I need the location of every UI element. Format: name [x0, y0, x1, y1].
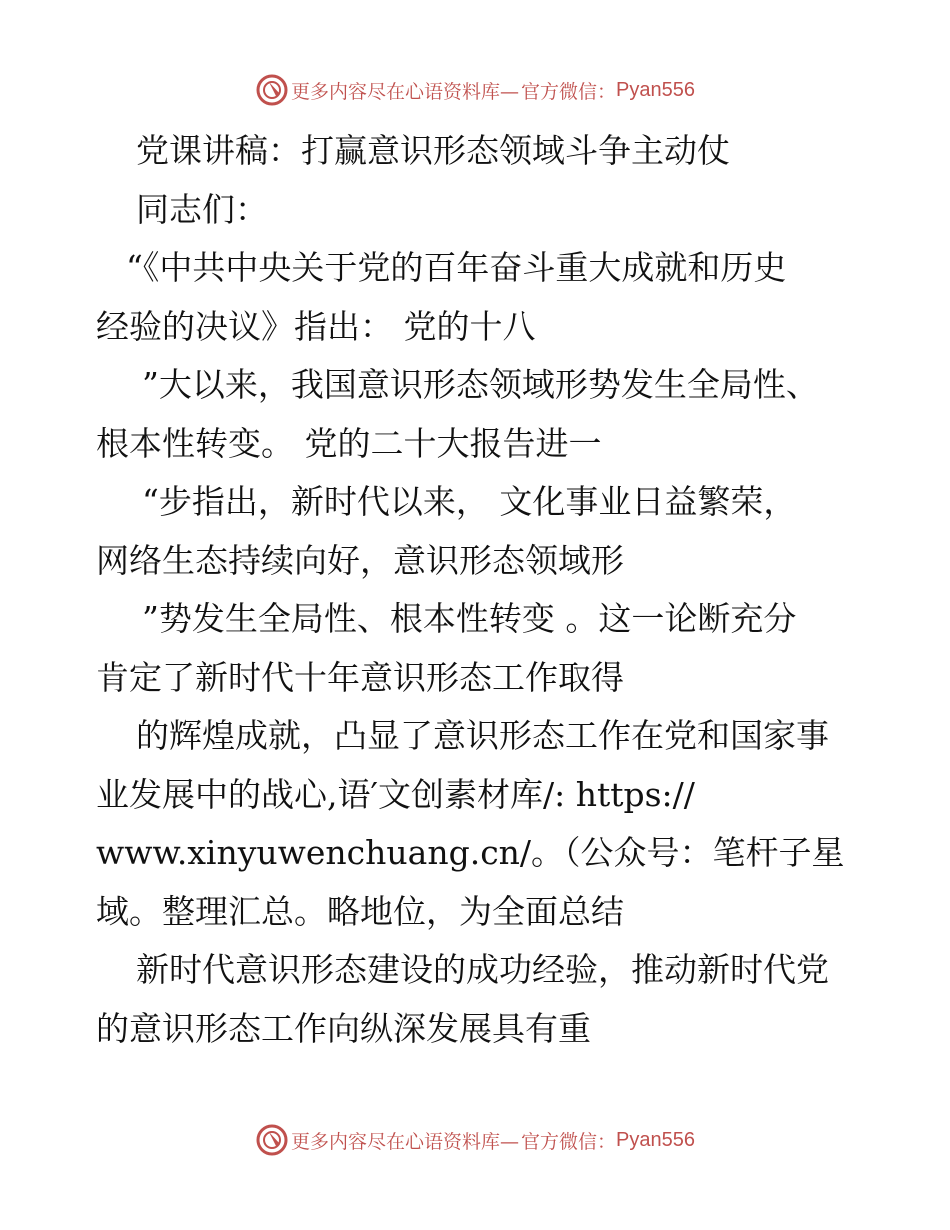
text-line: www.xinyuwenchuang.cn/。（公众号：笔杆子星: [96, 833, 845, 872]
text-line: 新时代意识形态建设的成功经验，推动新时代党: [136, 950, 829, 989]
text-line: 的辉煌成就，凸显了意识形态工作在党和国家事: [136, 716, 829, 755]
text-line: 肯定了新时代十年意识形态工作取得: [96, 657, 624, 697]
text-line: “《中共中央关于党的百年奋斗重大成就和历史: [126, 248, 787, 287]
text-line: “步指出，新时代以来， 文化事业日益繁荣，: [142, 482, 797, 521]
document-title: 党课讲稿：打赢意识形态领域斗争主动仗: [136, 131, 730, 170]
banner-wechat-id: Pyan556: [616, 1128, 695, 1151]
text-line: 业发展中的战心,语′文创素材库/: https://: [96, 774, 695, 814]
footer-watermark-banner: [0, 1120, 950, 1160]
document-body: [96, 122, 866, 1058]
logo-seal-icon: [255, 73, 289, 107]
banner-text: 更多内容尽在心语资料库—: [291, 1130, 520, 1153]
logo-seal-icon: [255, 1123, 289, 1157]
text-line: 的意识形态工作向纵深发展具有重: [96, 1008, 591, 1048]
banner-text: 更多内容尽在心语资料库—: [291, 80, 520, 103]
text-line: ”大以来，我国意识形态领域形势发生全局性、: [142, 365, 819, 404]
banner-wechat-label: 官方微信：: [521, 1130, 617, 1153]
text-line: 经验的决议》指出： 党的十八: [96, 306, 536, 346]
text-line: 根本性转变。 党的二十大报告进一: [96, 423, 602, 463]
header-watermark-banner: [0, 70, 950, 110]
text-line: ”势发生全局性、根本性转变 。这一论断充分: [142, 599, 797, 638]
banner-wechat-id: Pyan556: [616, 78, 695, 101]
banner-wechat-label: 官方微信：: [521, 80, 617, 103]
text-line: 网络生态持续向好，意识形态领域形: [96, 540, 624, 580]
salutation: 同志们：: [136, 189, 268, 229]
text-line: 域。整理汇总。略地位，为全面总结: [96, 891, 624, 931]
